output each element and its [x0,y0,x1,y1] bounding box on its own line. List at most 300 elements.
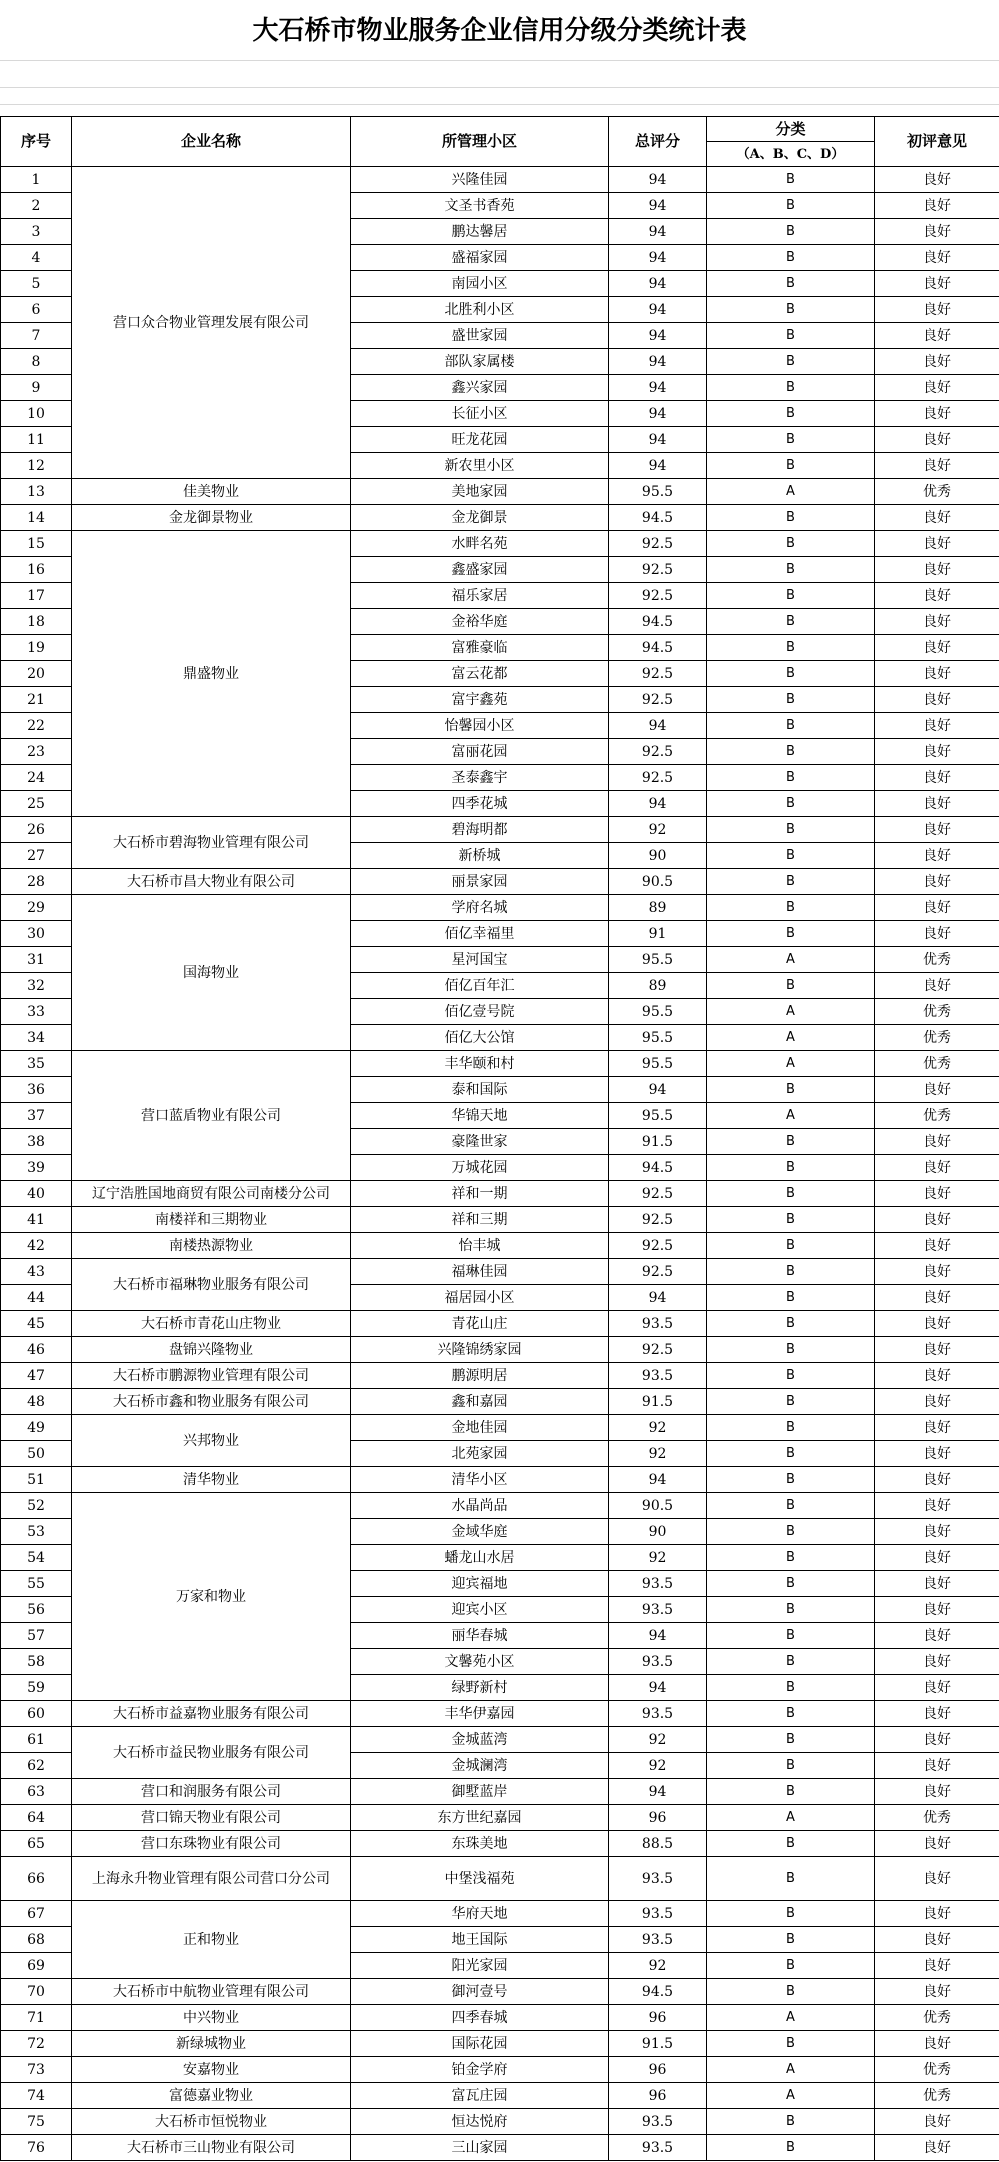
opinion-cell: 良好 [875,869,999,895]
score-cell: 92.5 [609,1181,707,1207]
community-cell: 祥和一期 [351,1181,609,1207]
company-cell: 大石桥市中航物业管理有限公司 [72,1979,351,2005]
category-cell: B [707,1519,875,1545]
opinion-cell: 良好 [875,297,999,323]
community-cell: 碧海明都 [351,817,609,843]
company-cell: 新绿城物业 [72,2031,351,2057]
community-cell: 富宇鑫苑 [351,687,609,713]
table-row [1,1233,999,1259]
community-cell: 国际花园 [351,2031,609,2057]
table-row [1,1493,999,1519]
company-cell: 南楼热源物业 [72,1233,351,1259]
category-cell: B [707,635,875,661]
score-cell: 92.5 [609,583,707,609]
opinion-cell: 良好 [875,609,999,635]
seq-cell: 6 [1,297,72,323]
community-cell: 南园小区 [351,271,609,297]
company-cell: 营口和润服务有限公司 [72,1779,351,1805]
credit-rating-table [0,116,999,2161]
opinion-cell: 良好 [875,1675,999,1701]
score-cell: 94 [609,791,707,817]
community-cell: 东珠美地 [351,1831,609,1857]
seq-cell: 53 [1,1519,72,1545]
category-cell: B [707,1389,875,1415]
opinion-cell: 良好 [875,1701,999,1727]
seq-cell: 9 [1,375,72,401]
seq-cell: 27 [1,843,72,869]
score-cell: 92 [609,1545,707,1571]
category-cell: B [707,1979,875,2005]
table-row [1,1051,999,1077]
community-cell: 旺龙花园 [351,427,609,453]
opinion-cell: 良好 [875,271,999,297]
category-cell: B [707,1155,875,1181]
community-cell: 文馨苑小区 [351,1649,609,1675]
opinion-cell: 良好 [875,1571,999,1597]
community-cell: 盛世家园 [351,323,609,349]
community-cell: 长征小区 [351,401,609,427]
seq-cell: 76 [1,2135,72,2161]
opinion-cell: 良好 [875,817,999,843]
score-cell: 94 [609,1623,707,1649]
table-row [1,1805,999,1831]
score-cell: 92.5 [609,765,707,791]
opinion-cell: 良好 [875,583,999,609]
score-cell: 92.5 [609,661,707,687]
community-cell: 丰华伊嘉园 [351,1701,609,1727]
table-row [1,1467,999,1493]
header-company: 企业名称 [72,117,351,167]
score-cell: 94.5 [609,1155,707,1181]
opinion-cell: 良好 [875,1129,999,1155]
community-cell: 四季花城 [351,791,609,817]
table-row [1,2005,999,2031]
category-cell: B [707,765,875,791]
community-cell: 青花山庄 [351,1311,609,1337]
seq-cell: 61 [1,1727,72,1753]
opinion-cell: 良好 [875,1779,999,1805]
seq-cell: 45 [1,1311,72,1337]
score-cell: 92.5 [609,1207,707,1233]
opinion-cell: 良好 [875,1441,999,1467]
category-cell: B [707,1077,875,1103]
seq-cell: 44 [1,1285,72,1311]
category-cell: B [707,1701,875,1727]
seq-cell: 49 [1,1415,72,1441]
seq-cell: 58 [1,1649,72,1675]
category-cell: B [707,453,875,479]
score-cell: 94 [609,1779,707,1805]
category-cell: B [707,1441,875,1467]
community-cell: 泰和国际 [351,1077,609,1103]
category-cell: A [707,2005,875,2031]
seq-cell: 2 [1,193,72,219]
community-cell: 御河壹号 [351,1979,609,2005]
seq-cell: 28 [1,869,72,895]
category-cell: B [707,167,875,193]
community-cell: 清华小区 [351,1467,609,1493]
score-cell: 88.5 [609,1831,707,1857]
seq-cell: 39 [1,1155,72,1181]
category-cell: B [707,193,875,219]
table-row [1,505,999,531]
score-cell: 96 [609,2057,707,2083]
opinion-cell: 良好 [875,1953,999,1979]
seq-cell: 21 [1,687,72,713]
score-cell: 94 [609,297,707,323]
company-cell: 盘锦兴隆物业 [72,1337,351,1363]
community-cell: 恒达悦府 [351,2109,609,2135]
category-cell: B [707,1363,875,1389]
company-cell: 大石桥市碧海物业管理有限公司 [72,817,351,869]
community-cell: 佰亿壹号院 [351,999,609,1025]
score-cell: 90 [609,1519,707,1545]
score-cell: 91 [609,921,707,947]
category-cell: B [707,1779,875,1805]
opinion-cell: 良好 [875,1285,999,1311]
community-cell: 北苑家园 [351,1441,609,1467]
company-cell: 营口蓝盾物业有限公司 [72,1051,351,1181]
score-cell: 94 [609,427,707,453]
category-cell: B [707,1545,875,1571]
opinion-cell: 良好 [875,2109,999,2135]
company-cell: 大石桥市青花山庄物业 [72,1311,351,1337]
category-cell: B [707,687,875,713]
opinion-cell: 良好 [875,921,999,947]
community-cell: 美地家园 [351,479,609,505]
community-cell: 蟠龙山水居 [351,1545,609,1571]
opinion-cell: 良好 [875,245,999,271]
score-cell: 94 [609,1285,707,1311]
community-cell: 富瓦庄园 [351,2083,609,2109]
table-row [1,1979,999,2005]
category-cell: B [707,1129,875,1155]
category-cell: B [707,1207,875,1233]
community-cell: 御墅蓝岸 [351,1779,609,1805]
seq-cell: 43 [1,1259,72,1285]
opinion-cell: 良好 [875,1337,999,1363]
score-cell: 94 [609,1675,707,1701]
seq-cell: 17 [1,583,72,609]
table-row [1,2057,999,2083]
score-cell: 96 [609,2083,707,2109]
category-cell: B [707,1857,875,1901]
company-cell: 鼎盛物业 [72,531,351,817]
opinion-cell: 良好 [875,713,999,739]
category-cell: B [707,1927,875,1953]
company-cell: 辽宁浩胜国地商贸有限公司南楼分公司 [72,1181,351,1207]
score-cell: 96 [609,1805,707,1831]
company-cell: 兴邦物业 [72,1415,351,1467]
community-cell: 福居园小区 [351,1285,609,1311]
category-cell: A [707,999,875,1025]
category-cell: B [707,1259,875,1285]
opinion-cell: 良好 [875,1467,999,1493]
company-cell: 金龙御景物业 [72,505,351,531]
seq-cell: 37 [1,1103,72,1129]
score-cell: 95.5 [609,1025,707,1051]
community-cell: 万城花园 [351,1155,609,1181]
opinion-cell: 良好 [875,531,999,557]
seq-cell: 10 [1,401,72,427]
seq-cell: 12 [1,453,72,479]
opinion-cell: 良好 [875,1207,999,1233]
table-row [1,2135,999,2161]
score-cell: 93.5 [609,1901,707,1927]
score-cell: 94 [609,349,707,375]
seq-cell: 56 [1,1597,72,1623]
score-cell: 91.5 [609,2031,707,2057]
seq-cell: 31 [1,947,72,973]
opinion-cell: 优秀 [875,1805,999,1831]
score-cell: 92.5 [609,1337,707,1363]
seq-cell: 38 [1,1129,72,1155]
score-cell: 92.5 [609,557,707,583]
table-row [1,1181,999,1207]
community-cell: 北胜利小区 [351,297,609,323]
table-row [1,1311,999,1337]
community-cell: 部队家属楼 [351,349,609,375]
table-body [1,167,999,2161]
community-cell: 富丽花园 [351,739,609,765]
seq-cell: 63 [1,1779,72,1805]
opinion-cell: 良好 [875,453,999,479]
seq-cell: 1 [1,167,72,193]
seq-cell: 16 [1,557,72,583]
opinion-cell: 良好 [875,1831,999,1857]
company-cell: 中兴物业 [72,2005,351,2031]
score-cell: 94 [609,219,707,245]
category-cell: B [707,245,875,271]
opinion-cell: 良好 [875,557,999,583]
seq-cell: 47 [1,1363,72,1389]
opinion-cell: 优秀 [875,479,999,505]
opinion-cell: 良好 [875,401,999,427]
opinion-cell: 优秀 [875,2083,999,2109]
seq-cell: 11 [1,427,72,453]
company-cell: 富德嘉业物业 [72,2083,351,2109]
seq-cell: 69 [1,1953,72,1979]
table-row [1,1831,999,1857]
category-cell: B [707,219,875,245]
category-cell: B [707,973,875,999]
sheet-row-divider [0,87,999,88]
header-category-sub: （A、B、C、D） [707,142,875,167]
score-cell: 94 [609,323,707,349]
category-cell: B [707,1831,875,1857]
opinion-cell: 良好 [875,219,999,245]
community-cell: 盛福家园 [351,245,609,271]
opinion-cell: 良好 [875,1597,999,1623]
category-cell: B [707,661,875,687]
category-cell: B [707,713,875,739]
category-cell: B [707,427,875,453]
community-cell: 学府名城 [351,895,609,921]
table-row [1,1337,999,1363]
community-cell: 华府天地 [351,1901,609,1927]
community-cell: 新桥城 [351,843,609,869]
score-cell: 94.5 [609,505,707,531]
company-cell: 营口东珠物业有限公司 [72,1831,351,1857]
category-cell: B [707,297,875,323]
score-cell: 95.5 [609,1103,707,1129]
category-cell: B [707,921,875,947]
category-cell: A [707,947,875,973]
table-row [1,1701,999,1727]
table-row [1,1901,999,1927]
seq-cell: 23 [1,739,72,765]
category-cell: B [707,1571,875,1597]
opinion-cell: 良好 [875,1979,999,2005]
category-cell: B [707,1649,875,1675]
community-cell: 华锦天地 [351,1103,609,1129]
seq-cell: 57 [1,1623,72,1649]
category-cell: A [707,1103,875,1129]
community-cell: 富雅豪临 [351,635,609,661]
community-cell: 地王国际 [351,1927,609,1953]
score-cell: 93.5 [609,1311,707,1337]
score-cell: 94 [609,245,707,271]
opinion-cell: 良好 [875,843,999,869]
seq-cell: 22 [1,713,72,739]
company-cell: 大石桥市鹏源物业管理有限公司 [72,1363,351,1389]
opinion-cell: 良好 [875,1155,999,1181]
category-cell: B [707,843,875,869]
score-cell: 93.5 [609,2135,707,2161]
community-cell: 金裕华庭 [351,609,609,635]
community-cell: 水畔名苑 [351,531,609,557]
category-cell: B [707,349,875,375]
community-cell: 圣泰鑫宇 [351,765,609,791]
category-cell: B [707,1493,875,1519]
opinion-cell: 优秀 [875,2005,999,2031]
seq-cell: 3 [1,219,72,245]
category-cell: B [707,323,875,349]
community-cell: 兴隆佳园 [351,167,609,193]
company-cell: 佳美物业 [72,479,351,505]
score-cell: 89 [609,895,707,921]
community-cell: 新农里小区 [351,453,609,479]
opinion-cell: 优秀 [875,1103,999,1129]
community-cell: 佰亿幸福里 [351,921,609,947]
score-cell: 92.5 [609,687,707,713]
seq-cell: 29 [1,895,72,921]
score-cell: 90 [609,843,707,869]
table-row [1,895,999,921]
score-cell: 94.5 [609,635,707,661]
category-cell: B [707,895,875,921]
community-cell: 丰华颐和村 [351,1051,609,1077]
opinion-cell: 良好 [875,973,999,999]
opinion-cell: 良好 [875,1415,999,1441]
company-cell: 国海物业 [72,895,351,1051]
category-cell: B [707,1467,875,1493]
seq-cell: 14 [1,505,72,531]
category-cell: B [707,1415,875,1441]
company-cell: 万家和物业 [72,1493,351,1701]
opinion-cell: 良好 [875,1901,999,1927]
score-cell: 92 [609,1753,707,1779]
score-cell: 95.5 [609,947,707,973]
community-cell: 金城澜湾 [351,1753,609,1779]
category-cell: B [707,1623,875,1649]
score-cell: 93.5 [609,1701,707,1727]
category-cell: A [707,1805,875,1831]
opinion-cell: 良好 [875,1623,999,1649]
opinion-cell: 优秀 [875,947,999,973]
header-opinion: 初评意见 [875,117,999,167]
community-cell: 佰亿百年汇 [351,973,609,999]
table-row [1,817,999,843]
opinion-cell: 良好 [875,1233,999,1259]
score-cell: 92.5 [609,1233,707,1259]
seq-cell: 13 [1,479,72,505]
community-cell: 鑫和嘉园 [351,1389,609,1415]
seq-cell: 30 [1,921,72,947]
community-cell: 怡丰城 [351,1233,609,1259]
category-cell: A [707,2083,875,2109]
score-cell: 94.5 [609,609,707,635]
opinion-cell: 良好 [875,1311,999,1337]
seq-cell: 35 [1,1051,72,1077]
seq-cell: 48 [1,1389,72,1415]
seq-cell: 50 [1,1441,72,1467]
table-row [1,479,999,505]
community-cell: 迎宾福地 [351,1571,609,1597]
seq-cell: 4 [1,245,72,271]
sheet-row-divider [0,104,999,105]
score-cell: 95.5 [609,999,707,1025]
community-cell: 迎宾小区 [351,1597,609,1623]
seq-cell: 52 [1,1493,72,1519]
score-cell: 94 [609,1467,707,1493]
category-cell: B [707,1597,875,1623]
score-cell: 93.5 [609,2109,707,2135]
seq-cell: 19 [1,635,72,661]
category-cell: B [707,1311,875,1337]
category-cell: B [707,557,875,583]
category-cell: B [707,869,875,895]
community-cell: 福琳佳园 [351,1259,609,1285]
score-cell: 92 [609,1727,707,1753]
seq-cell: 42 [1,1233,72,1259]
table-row [1,1207,999,1233]
community-cell: 金城蓝湾 [351,1727,609,1753]
category-cell: A [707,479,875,505]
header-score: 总评分 [609,117,707,167]
score-cell: 95.5 [609,479,707,505]
company-cell: 大石桥市益嘉物业服务有限公司 [72,1701,351,1727]
score-cell: 96 [609,2005,707,2031]
score-cell: 89 [609,973,707,999]
community-cell: 金龙御景 [351,505,609,531]
company-cell: 上海永升物业管理有限公司营口分公司 [72,1857,351,1901]
company-cell: 大石桥市福琳物业服务有限公司 [72,1259,351,1311]
community-cell: 佰亿大公馆 [351,1025,609,1051]
opinion-cell: 良好 [875,2031,999,2057]
seq-cell: 59 [1,1675,72,1701]
category-cell: B [707,583,875,609]
community-cell: 阳光家园 [351,1953,609,1979]
opinion-cell: 良好 [875,349,999,375]
score-cell: 91.5 [609,1389,707,1415]
opinion-cell: 良好 [875,1077,999,1103]
score-cell: 93.5 [609,1571,707,1597]
seq-cell: 60 [1,1701,72,1727]
table-row [1,531,999,557]
opinion-cell: 良好 [875,505,999,531]
category-cell: B [707,2031,875,2057]
